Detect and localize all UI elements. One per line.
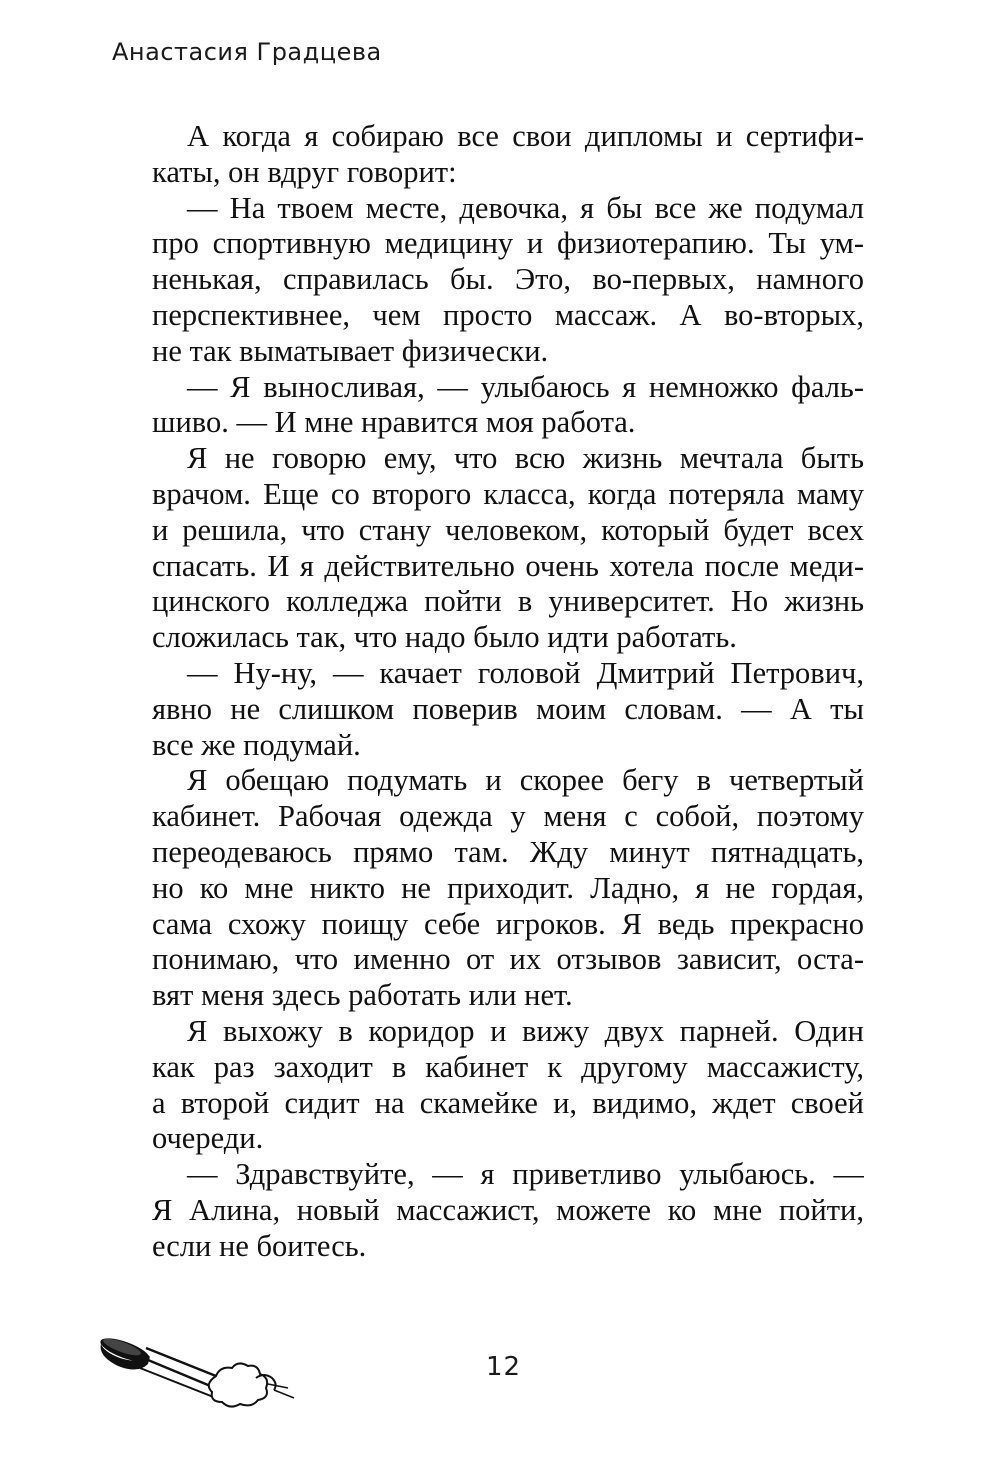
text-line: Я выхожу в коридор и вижу двух парней. Один [187,1013,864,1048]
text-line: и решила, что стану человеком, который будет всех [152,512,864,547]
text-line: если не боитесь. [152,1228,367,1263]
text-line: все же подумай. [152,727,361,762]
text-line: А когда я собираю все свои дипломы и сертифи- [187,119,864,153]
text-line: спасать. И я действительно очень хотела после меди- [152,548,864,583]
text-line: ненькая, справилась бы. Это, во-первых, намного [152,262,864,297]
text-line: Я не говорю ему, что всю жизнь мечтала быть [187,441,864,476]
text-line: не так выматывает физически. [152,333,549,368]
text-line: сама схожу поищу себе игроков. Я ведь прекрасно [152,906,864,941]
text-line: каты, он вдруг говорит: [152,154,457,189]
text-line: Я обещаю подумать и скорее бегу в четвертый [187,763,864,798]
text-line: очереди. [152,1121,264,1156]
text-line: перспективнее, чем просто массаж. А во-вторых, [152,297,864,332]
text-line: сложилась так, что надо было идти работать. [152,620,737,655]
text-line: про спортивную медицину и физиотерапию. Ты ум- [152,226,864,261]
body-text [152,119,864,1265]
text-line: кабинет. Рабочая одежда у меня с собой, поэтому [152,799,864,834]
page-number: 12 [486,1352,522,1382]
text-line: явно не слишком поверив моим словам. — А ты [152,691,864,726]
text-line: врачом. Еще со второго класса, когда потеряла маму [152,476,864,511]
text-line: как раз заходит в кабинет к другому массажисту, [152,1049,864,1084]
text-line: — Здравствуйте, — я приветливо улыбаюсь. — [187,1157,864,1192]
text-line: но ко мне никто не приходит. Ладно, я не гордая, [152,870,864,905]
text-line: переодеваюсь прямо там. Жду минут пятнадцать, [152,834,864,869]
text-line: — Ну-ну, — качает головой Дмитрий Петрович, [187,655,864,690]
text-line: — Я выносливая, — улыбаюсь я немножко фаль- [187,369,864,404]
text-line: цинского колледжа пойти в университет. Но жизнь [152,584,864,619]
text-line: понимаю, что именно от их отзывов зависит, оста- [152,942,864,977]
text-line: вят меня здесь работать или нет. [152,978,573,1013]
running-head-author: Анастасия Градцева [112,38,382,66]
text-line: — На твоем месте, девочка, я бы все же подумал [187,190,864,225]
text-line: Я Алина, новый массажист, можете ко мне пойти, [152,1192,864,1227]
text-line: шиво. — И мне нравится моя работа. [152,405,636,440]
hockey-puck-icon [98,1332,298,1412]
text-line: а второй сидит на скамейке и, видимо, ждет своей [152,1085,864,1120]
